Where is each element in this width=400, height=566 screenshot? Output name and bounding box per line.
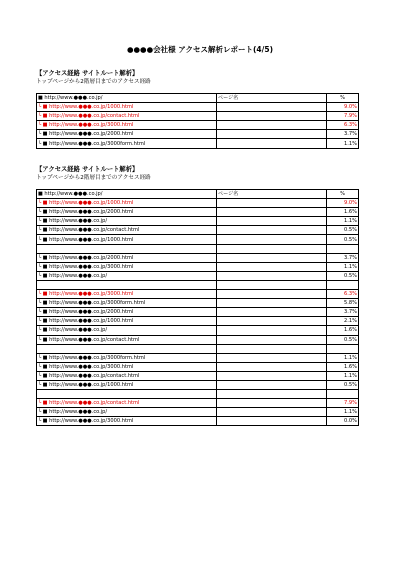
header-url-cell: ■ http://www.●●●.co.jp/ — [37, 190, 217, 199]
table-row — [37, 299, 359, 308]
table-row — [37, 130, 359, 139]
blank-cell — [37, 390, 217, 399]
url-cell: └ ■ http://www.●●●.co.jp/3000.html — [37, 417, 217, 426]
table-row — [37, 399, 359, 408]
table-row — [37, 290, 359, 299]
url-cell: └ ■ http://www.●●●.co.jp/2000.html — [37, 308, 217, 317]
percent-cell: 0.5% — [327, 380, 359, 389]
percent-cell: 0.5% — [327, 271, 359, 280]
page-name-cell — [217, 299, 327, 308]
blank-cell — [217, 244, 327, 253]
blank-cell — [217, 344, 327, 353]
route-section-summary — [36, 70, 359, 149]
page-name-cell — [217, 235, 327, 244]
percent-cell: 1.1% — [327, 408, 359, 417]
percent-cell: 9.0% — [327, 199, 359, 208]
url-cell: └ ■ http://www.●●●.co.jp/ — [37, 326, 217, 335]
url-cell: └ ■ http://www.●●●.co.jp/3000.html — [37, 362, 217, 371]
url-cell: └ ■ http://www.●●●.co.jp/ — [37, 271, 217, 280]
percent-cell: 1.1% — [327, 139, 359, 148]
percent-cell: 0.5% — [327, 335, 359, 344]
page-name-cell — [217, 103, 327, 112]
url-cell: └ ■ http://www.●●●.co.jp/1000.html — [37, 235, 217, 244]
percent-cell: 3.7% — [327, 253, 359, 262]
blank-cell — [327, 280, 359, 289]
route-table — [36, 93, 359, 149]
percent-cell: 1.1% — [327, 217, 359, 226]
table-row — [37, 371, 359, 380]
table-row — [37, 362, 359, 371]
url-cell: └ ■ http://www.●●●.co.jp/3000.html — [37, 290, 217, 299]
page-name-cell — [217, 253, 327, 262]
percent-cell: 1.6% — [327, 326, 359, 335]
blank-cell — [217, 280, 327, 289]
percent-cell: 2.1% — [327, 317, 359, 326]
page-name-cell — [217, 217, 327, 226]
table-row — [37, 253, 359, 262]
page-name-cell — [217, 353, 327, 362]
route-section-detail — [36, 166, 359, 426]
percent-cell: 1.1% — [327, 262, 359, 271]
page-name-cell — [217, 226, 327, 235]
table-row — [37, 353, 359, 362]
url-cell: └ ■ http://www.●●●.co.jp/ — [37, 217, 217, 226]
percent-cell: 0.0% — [327, 417, 359, 426]
percent-cell: 6.3% — [327, 290, 359, 299]
table-header-row — [37, 190, 359, 199]
table-row — [37, 208, 359, 217]
blank-row — [37, 344, 359, 353]
percent-cell: 1.1% — [327, 353, 359, 362]
percent-cell: 7.9% — [327, 399, 359, 408]
url-cell: └ ■ http://www.●●●.co.jp/contact.html — [37, 335, 217, 344]
page-name-cell — [217, 326, 327, 335]
url-cell: └ ■ http://www.●●●.co.jp/1000.html — [37, 380, 217, 389]
url-cell: └ ■ http://www.●●●.co.jp/ — [37, 408, 217, 417]
percent-cell: 0.5% — [327, 235, 359, 244]
blank-cell — [327, 244, 359, 253]
table-row — [37, 217, 359, 226]
table-row — [37, 103, 359, 112]
page-name-cell — [217, 271, 327, 280]
header-page-name-cell: ページ名 — [217, 190, 327, 199]
page-name-cell — [217, 262, 327, 271]
table-row — [37, 121, 359, 130]
table-row — [37, 262, 359, 271]
page-name-cell — [217, 335, 327, 344]
table-row — [37, 308, 359, 317]
url-cell: └ ■ http://www.●●●.co.jp/contact.html — [37, 226, 217, 235]
table-row — [37, 226, 359, 235]
blank-cell — [327, 344, 359, 353]
url-cell: └ ■ http://www.●●●.co.jp/2000.html — [37, 253, 217, 262]
blank-row — [37, 390, 359, 399]
table-row — [37, 139, 359, 148]
page-name-cell — [217, 290, 327, 299]
blank-cell — [37, 280, 217, 289]
report-title: ●●●●会社様 アクセス解析レポート(4/5) — [126, 45, 274, 54]
blank-row — [37, 244, 359, 253]
route-table — [36, 189, 359, 426]
blank-cell — [37, 244, 217, 253]
page-name-cell — [217, 380, 327, 389]
percent-cell: 3.7% — [327, 308, 359, 317]
url-cell: └ ■ http://www.●●●.co.jp/3000form.html — [37, 299, 217, 308]
table-row — [37, 408, 359, 417]
percent-cell: 0.5% — [327, 226, 359, 235]
page-name-cell — [217, 308, 327, 317]
table-row — [37, 417, 359, 426]
table-row — [37, 380, 359, 389]
table-header-row — [37, 94, 359, 103]
table-row — [37, 199, 359, 208]
page-name-cell — [217, 112, 327, 121]
header-percent-cell: % — [327, 94, 359, 103]
page-name-cell — [217, 130, 327, 139]
header-percent-cell: % — [327, 190, 359, 199]
page-name-cell — [217, 121, 327, 130]
url-cell: └ ■ http://www.●●●.co.jp/2000.html — [37, 208, 217, 217]
table-row — [37, 335, 359, 344]
percent-cell: 3.7% — [327, 130, 359, 139]
url-cell: └ ■ http://www.●●●.co.jp/3000.html — [37, 121, 217, 130]
percent-cell: 9.0% — [327, 103, 359, 112]
section-subheading: トップページから2階層目までのアクセス経路 — [36, 79, 151, 85]
table-row — [37, 271, 359, 280]
page-name-cell — [217, 199, 327, 208]
section-heading: 【アクセス経路 サイトルート解析】 — [36, 166, 139, 173]
url-cell: └ ■ http://www.●●●.co.jp/contact.html — [37, 399, 217, 408]
url-cell: └ ■ http://www.●●●.co.jp/contact.html — [37, 112, 217, 121]
page-name-cell — [217, 417, 327, 426]
page-name-cell — [217, 139, 327, 148]
percent-cell: 1.6% — [327, 362, 359, 371]
table-row — [37, 235, 359, 244]
page-name-cell — [217, 408, 327, 417]
url-cell: └ ■ http://www.●●●.co.jp/1000.html — [37, 103, 217, 112]
url-cell: └ ■ http://www.●●●.co.jp/contact.html — [37, 371, 217, 380]
percent-cell: 1.6% — [327, 208, 359, 217]
blank-cell — [327, 390, 359, 399]
table-row — [37, 317, 359, 326]
percent-cell: 1.1% — [327, 371, 359, 380]
page-name-cell — [217, 208, 327, 217]
url-cell: └ ■ http://www.●●●.co.jp/3000form.html — [37, 353, 217, 362]
percent-cell: 5.8% — [327, 299, 359, 308]
page-name-cell — [217, 317, 327, 326]
header-page-name-cell: ページ名 — [217, 94, 327, 103]
blank-cell — [217, 390, 327, 399]
url-cell: └ ■ http://www.●●●.co.jp/1000.html — [37, 199, 217, 208]
table-row — [37, 326, 359, 335]
url-cell: └ ■ http://www.●●●.co.jp/3000form.html — [37, 139, 217, 148]
percent-cell: 7.9% — [327, 112, 359, 121]
section-heading: 【アクセス経路 サイトルート解析】 — [36, 70, 139, 77]
page-name-cell — [217, 362, 327, 371]
url-cell: └ ■ http://www.●●●.co.jp/2000.html — [37, 130, 217, 139]
section-subheading: トップページから2階層目までのアクセス経路 — [36, 175, 151, 181]
blank-cell — [37, 344, 217, 353]
blank-row — [37, 280, 359, 289]
table-row — [37, 112, 359, 121]
url-cell: └ ■ http://www.●●●.co.jp/1000.html — [37, 317, 217, 326]
url-cell: └ ■ http://www.●●●.co.jp/3000.html — [37, 262, 217, 271]
percent-cell: 6.3% — [327, 121, 359, 130]
page-name-cell — [217, 371, 327, 380]
header-url-cell: ■ http://www.●●●.co.jp/ — [37, 94, 217, 103]
page-name-cell — [217, 399, 327, 408]
